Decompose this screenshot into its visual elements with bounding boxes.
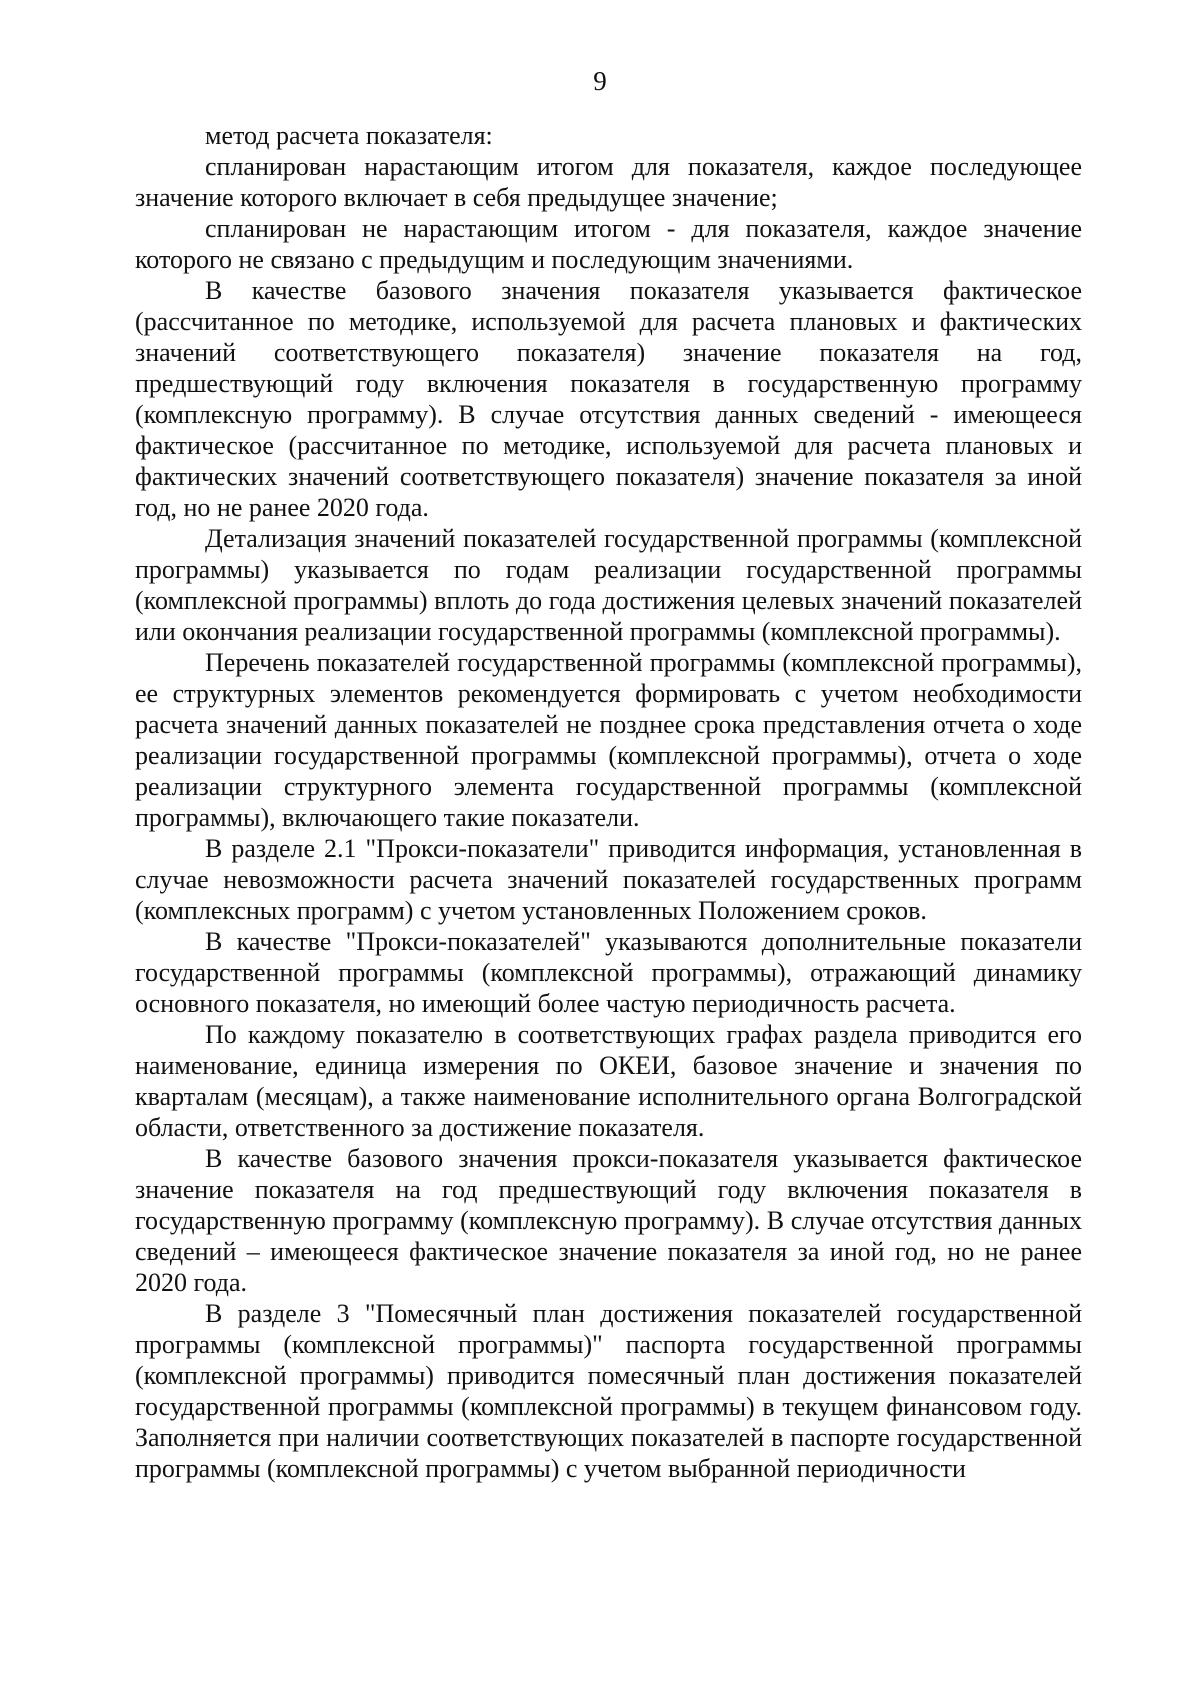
- paragraph-indicator-list: Перечень показателей государственной программы (комплексной программы), ее структурных элементов рекомендуется формировать с учетом необходимости расчета значений данных показателей не позднее срока представления отчета о ходе реализации государственной программы (комплексной программы), отчета о ходе реализации структурного элемента государственной программы (комплексной программы), включающего такие показатели.: [135, 648, 1082, 832]
- document-body: [135, 120, 1082, 1484]
- paragraph-detalization: Детализация значений показателей государственной программы (комплексной программы) указывается по годам реализации государственной программы (комплексной программы) вплоть до года достижения целевых значений показателей или окончания реализации государственной программы (комплексной программы).: [135, 524, 1082, 646]
- paragraph-cumulative: спланирован нарастающим итогом для показателя, каждое последующее значение которого включает в себя предыдущее значение;: [135, 152, 1082, 212]
- paragraph-calculation-method: метод расчета показателя:: [205, 121, 493, 150]
- paragraph-base-value: В качестве базового значения показателя указывается фактическое (рассчитанное по методике, используемой для расчета плановых и фактических значений соответствующего показателя) значение показателя на год, предшествующий году включения показателя в государственную программу (комплексную программу). В случае отсутствия данных сведений - имеющееся фактическое (рассчитанное по методике, используемой для расчета плановых и фактических значений соответствующего показателя) значение показателя за иной год, но не ранее 2020 года.: [135, 276, 1082, 522]
- paragraph-proxy-base-value: В качестве базового значения прокси-показателя указывается фактическое значение показателя на год предшествующий году включения показателя в государственную программу (комплексную программу). В случае отсутствия данных сведений – имеющееся фактическое значение показателя за иной год, но не ранее 2020 года.: [135, 1144, 1082, 1297]
- paragraph-non-cumulative: спланирован не нарастающим итогом - для показателя, каждое значение которого не связано с предыдущим и последующим значениями.: [135, 214, 1082, 274]
- paragraph-indicator-details: По каждому показателю в соответствующих графах раздела приводится его наименование, единица измерения по ОКЕИ, базовое значение и значения по кварталам (месяцам), а также наименование исполнительного органа Волгоградской области, ответственного за достижение показателя.: [135, 1020, 1082, 1142]
- paragraph-proxy-indicators: В качестве "Прокси-показателей" указываются дополнительные показатели государственной программы (комплексной программы), отражающий динамику основного показателя, но имеющий более частую периодичность расчета.: [135, 927, 1082, 1018]
- page-number: 9: [593, 66, 607, 96]
- paragraph-section-2-1: В разделе 2.1 "Прокси-показатели" приводится информация, установленная в случае невозможности расчета значений показателей государственных программ (комплексных программ) с учетом установленных Положением сроков.: [135, 834, 1082, 925]
- paragraph-section-3: В разделе 3 "Помесячный план достижения показателей государственной программы (комплексной программы)" паспорта государственной программы (комплексной программы) приводится помесячный план достижения показателей государственной программы (комплексной программы) в текущем финансовом году. Заполняется при наличии соответствующих показателей в паспорте государственной программы (комплексной программы) с учетом выбранной периодичности: [135, 1299, 1082, 1483]
